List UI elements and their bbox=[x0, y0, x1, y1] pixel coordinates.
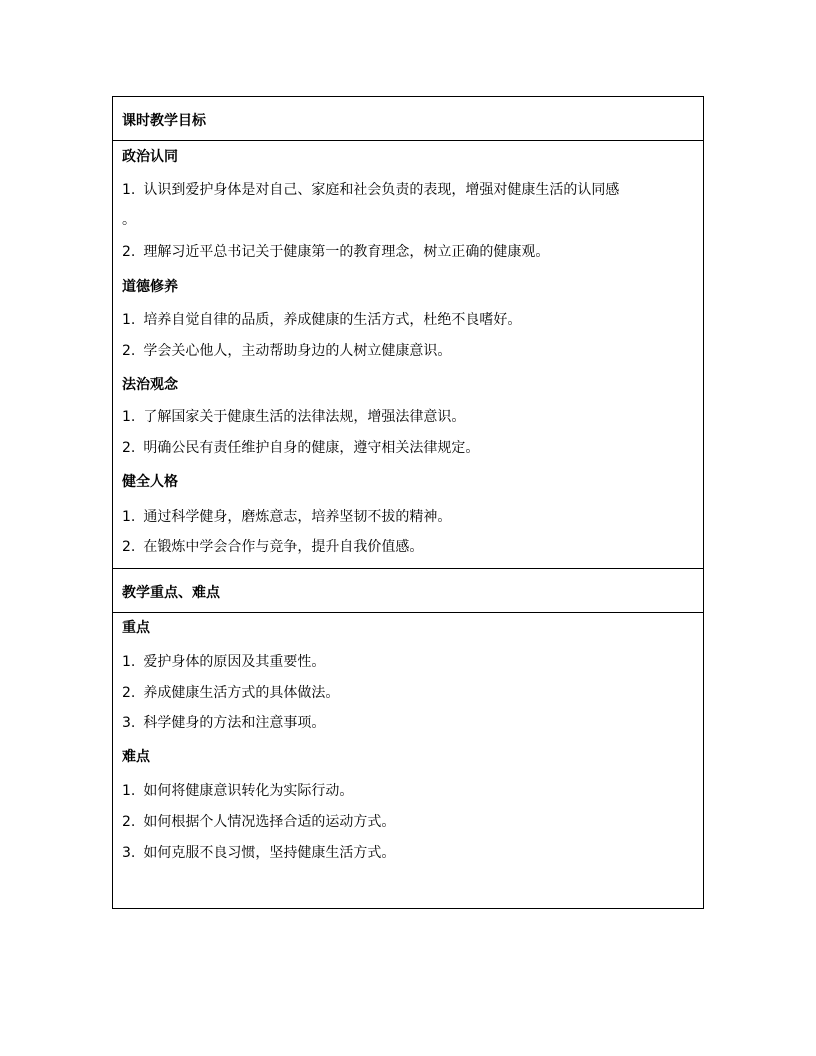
list-item: 2. 理解习近平总书记关于健康第一的教育理念，树立正确的健康观。 bbox=[122, 244, 550, 260]
section-header-objectives bbox=[113, 97, 703, 141]
list-item: 2. 在锻炼中学会合作与竞争，提升自我价值感。 bbox=[122, 539, 424, 555]
category-title: 难点 bbox=[122, 749, 150, 765]
list-item: 2. 如何根据个人情况选择合适的运动方式。 bbox=[122, 814, 396, 830]
category-title: 健全人格 bbox=[122, 474, 178, 490]
lesson-plan-table bbox=[112, 96, 704, 909]
list-item: 2. 明确公民有责任维护自身的健康，遵守相关法律规定。 bbox=[122, 440, 480, 456]
section-header-key-points bbox=[113, 569, 703, 613]
list-item: 1. 培养自觉自律的品质，养成健康的生活方式，杜绝不良嗜好。 bbox=[122, 312, 522, 328]
category-title: 法治观念 bbox=[122, 377, 178, 393]
list-item: 3. 如何克服不良习惯，坚持健康生活方式。 bbox=[122, 845, 396, 861]
list-item: 1. 了解国家关于健康生活的法律法规，增强法律意识。 bbox=[122, 409, 466, 425]
list-item: 1. 通过科学健身，磨炼意志，培养坚韧不拔的精神。 bbox=[122, 509, 452, 525]
list-item: 2. 养成健康生活方式的具体做法。 bbox=[122, 685, 340, 701]
list-item: 1. 爱护身体的原因及其重要性。 bbox=[122, 654, 326, 670]
section-title: 课时教学目标 bbox=[122, 113, 206, 129]
section-title: 教学重点、难点 bbox=[122, 585, 220, 601]
category-title: 政治认同 bbox=[122, 149, 178, 165]
list-item: 1. 认识到爱护身体是对自己、家庭和社会负责的表现，增强对健康生活的认同感 bbox=[122, 182, 620, 198]
list-item: 3. 科学健身的方法和注意事项。 bbox=[122, 715, 326, 731]
list-item-continuation: 。 bbox=[122, 212, 136, 228]
list-item: 1. 如何将健康意识转化为实际行动。 bbox=[122, 783, 354, 799]
list-item: 2. 学会关心他人，主动帮助身边的人树立健康意识。 bbox=[122, 343, 452, 359]
category-title: 重点 bbox=[122, 620, 150, 636]
category-title: 道德修养 bbox=[122, 279, 178, 295]
